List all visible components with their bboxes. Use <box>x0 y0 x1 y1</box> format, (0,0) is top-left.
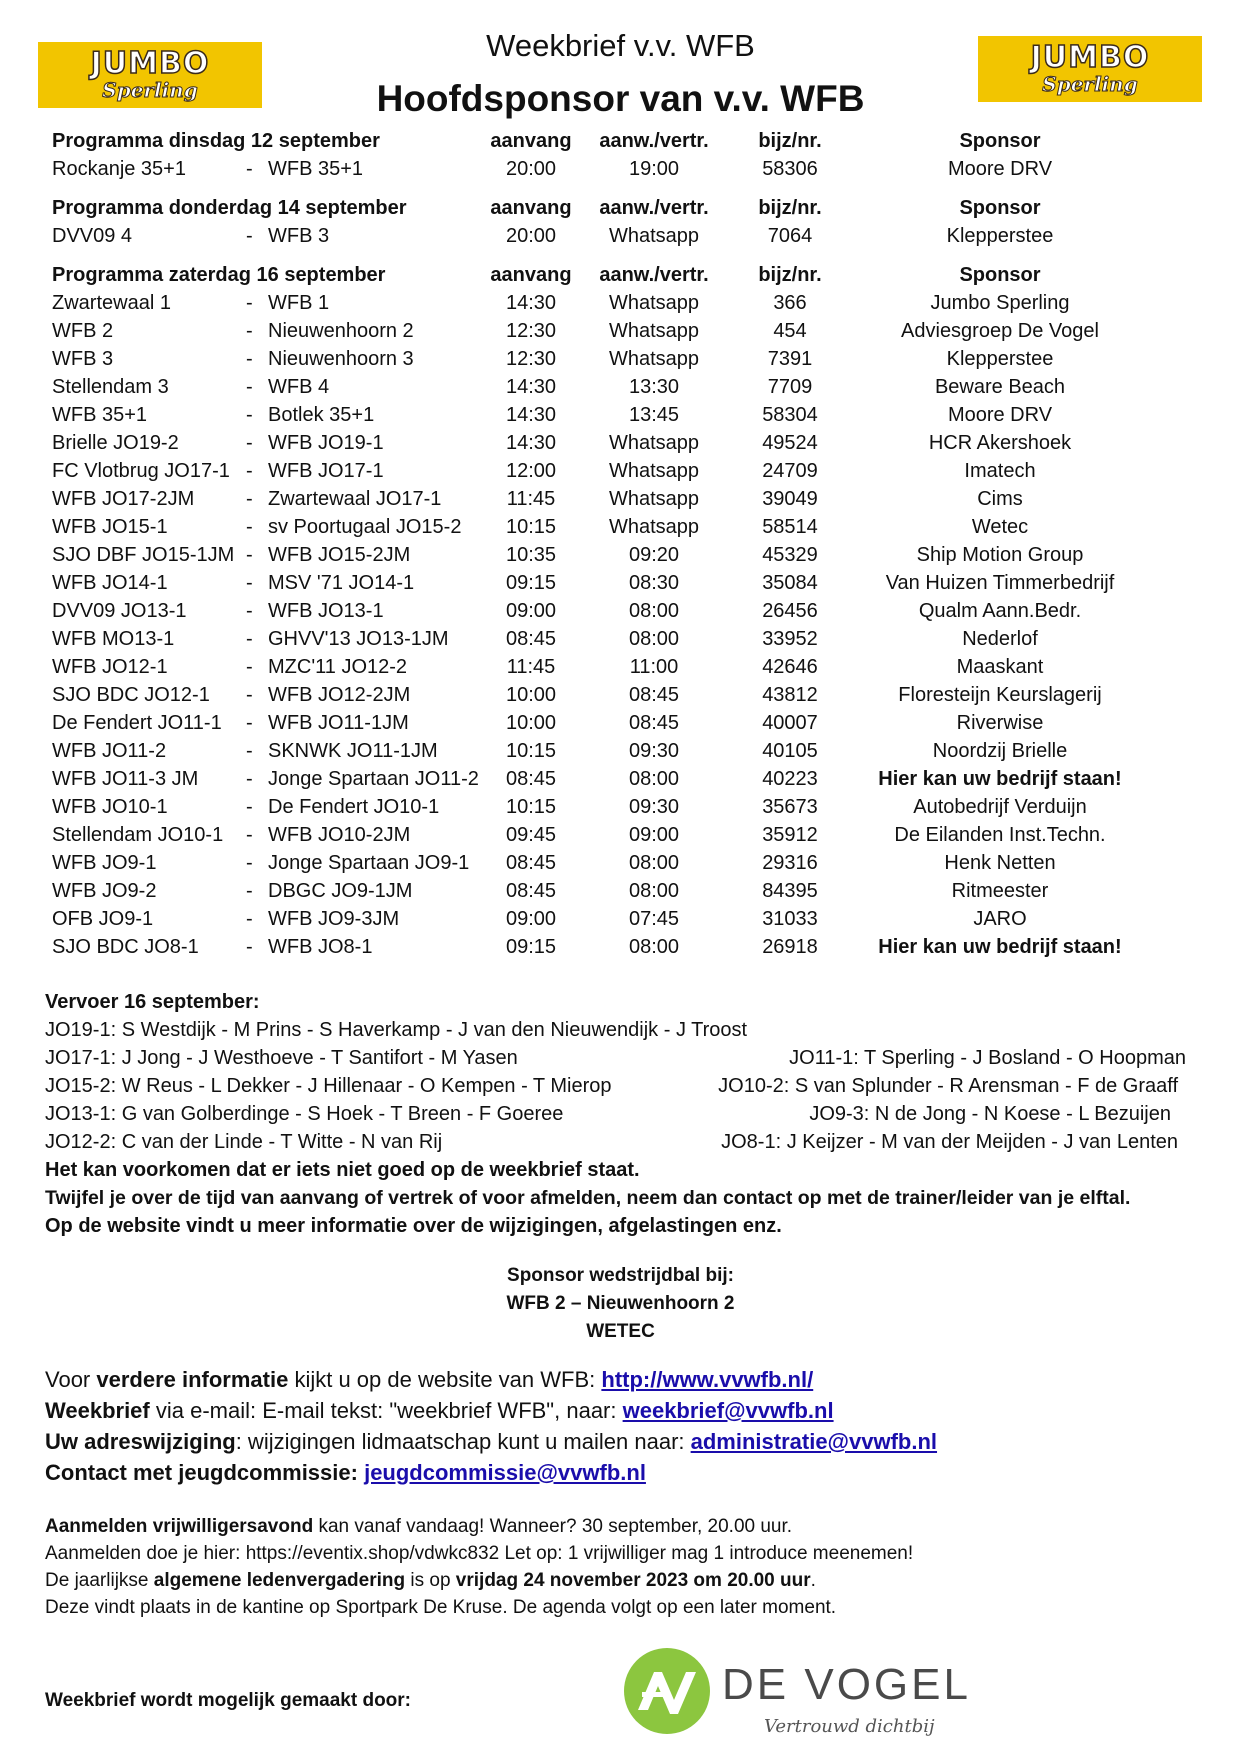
home-team: WFB 2 <box>52 320 114 342</box>
match-row <box>0 432 1241 460</box>
website-link[interactable]: http://www.vvwfb.nl/ <box>601 1367 814 1392</box>
home-team: WFB JO17-2JM <box>52 488 195 510</box>
home-team: De Fendert JO11-1 <box>52 712 222 734</box>
match-row <box>0 516 1241 544</box>
matchball-match: WFB 2 – Nieuwenhoorn 2 <box>506 1293 735 1314</box>
home-team: SJO BDC JO12-1 <box>52 684 210 706</box>
column-header-arrival: aanw./vertr. <box>599 264 709 286</box>
start-time: 09:15 <box>505 936 557 958</box>
away-team: GHVV'13 JO13-1JM <box>268 628 449 650</box>
logo-text-main: JUMBO <box>1030 40 1150 75</box>
start-time: 20:00 <box>505 158 557 180</box>
match-number: 7064 <box>767 225 813 247</box>
separator-dash: - <box>246 768 253 790</box>
separator-dash: - <box>246 488 253 510</box>
match-number: 35912 <box>762 824 818 846</box>
matchball-heading: Sponsor wedstrijdbal bij: <box>507 1265 734 1286</box>
match-row <box>0 544 1241 572</box>
match-number: 29316 <box>762 852 818 874</box>
home-team: Brielle JO19-2 <box>52 432 179 454</box>
match-row <box>0 225 1241 253</box>
separator-dash: - <box>246 712 253 734</box>
start-time: 09:15 <box>505 572 557 594</box>
transport-line: JO12-2: C van der Linde - T Witte - N van Rij <box>45 1131 443 1153</box>
away-team: De Fendert JO10-1 <box>268 796 440 818</box>
separator-dash: - <box>246 404 253 426</box>
separator-dash: - <box>246 348 253 370</box>
away-team: WFB JO10-2JM <box>268 824 411 846</box>
home-team: Stellendam 3 <box>52 376 169 398</box>
column-header-arrival: aanw./vertr. <box>599 130 709 152</box>
match-number: 366 <box>773 292 807 314</box>
sponsor-name: Cims <box>977 488 1023 510</box>
logo-text-sub: Sperling <box>1042 72 1138 96</box>
separator-dash: - <box>246 292 253 314</box>
away-team: WFB JO17-1 <box>268 460 384 482</box>
start-time: 09:00 <box>505 600 557 622</box>
home-team: WFB JO9-1 <box>52 852 157 874</box>
sponsor-name: Van Huizen Timmerbedrijf <box>885 572 1115 594</box>
separator-dash: - <box>246 796 253 818</box>
arrival-time: Whatsapp <box>608 225 700 247</box>
info-jeugd: Contact met jeugdcommissie: jeugdcommissie@vvwfb.nl <box>45 1460 646 1485</box>
arrival-time: 08:00 <box>628 768 680 790</box>
away-team: WFB JO12-2JM <box>268 684 411 706</box>
transport-line: JO19-1: S Westdijk - M Prins - S Haverkamp - J van den Nieuwendijk - J Troost <box>45 1019 748 1041</box>
av-icon <box>624 1648 710 1734</box>
sponsor-name: Imatech <box>964 460 1036 482</box>
sponsor-name: JARO <box>973 908 1027 930</box>
arrival-time: 13:45 <box>628 404 680 426</box>
match-row <box>0 348 1241 376</box>
separator-dash: - <box>246 740 253 762</box>
arrival-time: 09:30 <box>628 740 680 762</box>
arrival-time: 08:45 <box>628 712 680 734</box>
separator-dash: - <box>246 572 253 594</box>
start-time: 14:30 <box>505 404 557 426</box>
away-team: SKNWK JO11-1JM <box>268 740 438 762</box>
away-team: WFB JO13-1 <box>268 600 384 622</box>
sponsor-name: Riverwise <box>956 712 1044 734</box>
sponsor-name: Noordzij Brielle <box>932 740 1068 762</box>
separator-dash: - <box>246 880 253 902</box>
home-team: Stellendam JO10-1 <box>52 824 224 846</box>
separator-dash: - <box>246 158 253 180</box>
match-number: 35084 <box>762 572 818 594</box>
program-title: Programma donderdag 14 september <box>52 197 407 219</box>
away-team: WFB JO9-3JM <box>268 908 400 930</box>
home-team: SJO DBF JO15-1JM <box>52 544 235 566</box>
home-team: WFB JO10-1 <box>52 796 168 818</box>
sponsor-name: Ship Motion Group <box>916 544 1084 566</box>
match-number: 58306 <box>762 158 818 180</box>
warning-line: Twijfel je over de tijd van aanvang of vertrek of voor afmelden, neem dan contact op met de trainer/leider van je elftal. <box>45 1187 1131 1209</box>
start-time: 11:45 <box>506 656 556 678</box>
start-time: 08:45 <box>505 768 557 790</box>
arrival-time: Whatsapp <box>608 516 700 538</box>
match-row <box>0 158 1241 186</box>
arrival-time: 19:00 <box>628 158 680 180</box>
sponsor-name: Klepperstee <box>946 348 1054 370</box>
program-header <box>0 130 1241 158</box>
separator-dash: - <box>246 684 253 706</box>
start-time: 10:35 <box>505 544 557 566</box>
warning-line: Op de website vindt u meer informatie over de wijzigingen, afgelastingen enz. <box>45 1215 782 1237</box>
sponsor-name: Hier kan uw bedrijf staan! <box>878 768 1122 790</box>
start-time: 20:00 <box>505 225 557 247</box>
column-header-number: bijz/nr. <box>758 197 822 219</box>
match-row <box>0 376 1241 404</box>
match-number: 31033 <box>762 908 818 930</box>
match-row <box>0 768 1241 796</box>
start-time: 10:00 <box>505 712 557 734</box>
match-number: 26456 <box>762 600 818 622</box>
match-row <box>0 936 1241 964</box>
start-time: 14:30 <box>505 432 557 454</box>
column-header-sponsor: Sponsor <box>959 264 1041 286</box>
start-time: 14:30 <box>505 292 557 314</box>
match-number: 40223 <box>762 768 818 790</box>
column-header-number: bijz/nr. <box>758 264 822 286</box>
match-row <box>0 460 1241 488</box>
start-time: 08:45 <box>505 852 557 874</box>
match-row <box>0 572 1241 600</box>
match-number: 49524 <box>762 432 818 454</box>
match-row <box>0 908 1241 936</box>
match-number: 33952 <box>762 628 818 650</box>
note-line: De jaarlijkse algemene ledenvergadering is op vrijdag 24 november 2023 om 20.00 uur. <box>45 1570 816 1591</box>
separator-dash: - <box>246 225 253 247</box>
arrival-time: 09:30 <box>628 796 680 818</box>
start-time: 10:15 <box>505 796 557 818</box>
start-time: 08:45 <box>505 628 557 650</box>
matchball-sponsor: WETEC <box>586 1321 655 1342</box>
away-team: sv Poortugaal JO15-2 <box>268 516 462 538</box>
footer-label: Weekbrief wordt mogelijk gemaakt door: <box>45 1690 412 1711</box>
start-time: 10:15 <box>505 516 557 538</box>
home-team: WFB JO15-1 <box>52 516 168 538</box>
arrival-time: 08:00 <box>628 600 680 622</box>
match-row <box>0 684 1241 712</box>
sponsor-name: Autobedrijf Verduijn <box>913 796 1087 818</box>
column-header-start: aanvang <box>490 197 572 219</box>
match-row <box>0 852 1241 880</box>
arrival-time: 07:45 <box>628 908 680 930</box>
sponsor-name: Moore DRV <box>947 404 1053 426</box>
separator-dash: - <box>246 908 253 930</box>
away-team: Nieuwenhoorn 3 <box>268 348 414 370</box>
column-header-start: aanvang <box>490 130 572 152</box>
sponsor-name: Wetec <box>971 516 1029 538</box>
sponsor-name: Jumbo Sperling <box>930 292 1070 314</box>
transport-line: JO15-2: W Reus - L Dekker - J Hillenaar - O Kempen - T Mierop <box>45 1075 612 1097</box>
arrival-time: 08:00 <box>628 880 680 902</box>
home-team: WFB JO9-2 <box>52 880 157 902</box>
match-row <box>0 320 1241 348</box>
arrival-time: 09:00 <box>628 824 680 846</box>
note-line: Deze vindt plaats in de kantine op Sportpark De Kruse. De agenda volgt op een later moment. <box>45 1597 837 1618</box>
transport-line: JO8-1: J Keijzer - M van der Meijden - J van Lenten <box>721 1131 1178 1153</box>
match-number: 26918 <box>762 936 818 958</box>
transport-line: JO17-1: J Jong - J Westhoeve - T Santifort - M Yasen <box>45 1047 518 1069</box>
start-time: 11:45 <box>506 488 556 510</box>
de-vogel-logo-mark <box>624 1648 710 1734</box>
away-team: Jonge Spartaan JO11-2 <box>268 768 479 790</box>
arrival-time: Whatsapp <box>608 432 700 454</box>
separator-dash: - <box>246 824 253 846</box>
away-team: WFB 35+1 <box>268 158 364 180</box>
start-time: 09:45 <box>505 824 557 846</box>
match-row <box>0 880 1241 908</box>
separator-dash: - <box>246 376 253 398</box>
weekbrief-email-link[interactable]: weekbrief@vvwfb.nl <box>622 1398 834 1423</box>
jeugdcommissie-email-link[interactable]: jeugdcommissie@vvwfb.nl <box>364 1460 646 1485</box>
away-team: WFB 3 <box>268 225 330 247</box>
warning-line: Het kan voorkomen dat er iets niet goed op de weekbrief staat. <box>45 1159 640 1181</box>
home-team: WFB JO11-2 <box>52 740 167 762</box>
match-number: 45329 <box>762 544 818 566</box>
sponsor-name: Moore DRV <box>947 158 1053 180</box>
sponsor-name: Nederlof <box>962 628 1038 650</box>
sponsor-name: Maaskant <box>956 656 1044 678</box>
home-team: WFB MO13-1 <box>52 628 175 650</box>
match-number: 43812 <box>762 684 818 706</box>
match-number: 42646 <box>762 656 818 678</box>
away-team: WFB JO8-1 <box>268 936 373 958</box>
start-time: 14:30 <box>505 376 557 398</box>
separator-dash: - <box>246 516 253 538</box>
sponsor-name: Hier kan uw bedrijf staan! <box>878 936 1122 958</box>
separator-dash: - <box>246 320 253 342</box>
match-number: 7391 <box>767 348 813 370</box>
start-time: 10:15 <box>505 740 557 762</box>
separator-dash: - <box>246 852 253 874</box>
column-header-sponsor: Sponsor <box>959 130 1041 152</box>
transport-line: JO13-1: G van Golberdinge - S Hoek - T Breen - F Goeree <box>45 1103 564 1125</box>
transport-line: JO9-3: N de Jong - N Koese - L Bezuijen <box>809 1103 1171 1125</box>
logo-text-main: JUMBO <box>90 46 210 81</box>
arrival-time: Whatsapp <box>608 460 700 482</box>
separator-dash: - <box>246 628 253 650</box>
away-team: WFB JO11-1JM <box>268 712 409 734</box>
info-website: Voor verdere informatie kijkt u op de website van WFB: http://www.vvwfb.nl/ <box>45 1367 814 1392</box>
administratie-email-link[interactable]: administratie@vvwfb.nl <box>690 1429 938 1454</box>
away-team: DBGC JO9-1JM <box>268 880 413 902</box>
home-team: SJO BDC JO8-1 <box>52 936 199 958</box>
home-team: WFB JO11-3 JM <box>52 768 199 790</box>
away-team: WFB JO15-2JM <box>268 544 411 566</box>
home-team: FC Vlotbrug JO17-1 <box>52 460 230 482</box>
note-line: Aanmelden vrijwilligersavond kan vanaf vandaag! Wanneer? 30 september, 20.00 uur. <box>45 1516 793 1537</box>
column-header-sponsor: Sponsor <box>959 197 1041 219</box>
arrival-time: 08:30 <box>628 572 680 594</box>
start-time: 08:45 <box>505 880 557 902</box>
arrival-time: Whatsapp <box>608 488 700 510</box>
start-time: 12:00 <box>505 460 557 482</box>
away-team: WFB JO19-1 <box>268 432 384 454</box>
away-team: Botlek 35+1 <box>268 404 375 426</box>
transport-line: JO10-2: S van Splunder - R Arensman - F de Graaff <box>718 1075 1178 1097</box>
logo-text-sub: Sperling <box>102 78 198 102</box>
away-team: WFB 4 <box>268 376 330 398</box>
home-team: DVV09 JO13-1 <box>52 600 187 622</box>
transport-heading: Vervoer 16 september: <box>45 991 260 1013</box>
program-header <box>0 197 1241 225</box>
home-team: WFB 35+1 <box>52 404 148 426</box>
start-time: 12:30 <box>505 348 557 370</box>
page-subtitle: Hoofdsponsor van v.v. WFB <box>376 78 865 119</box>
start-time: 09:00 <box>505 908 557 930</box>
arrival-time: 08:00 <box>628 936 680 958</box>
sponsor-name: Henk Netten <box>944 852 1056 874</box>
match-number: 40007 <box>762 712 818 734</box>
match-number: 7709 <box>767 376 813 398</box>
info-weekbrief: Weekbrief via e-mail: E-mail tekst: "weekbrief WFB", naar: weekbrief@vvwfb.nl <box>45 1398 834 1423</box>
home-team: DVV09 4 <box>52 225 133 247</box>
arrival-time: Whatsapp <box>608 348 700 370</box>
arrival-time: 09:20 <box>628 544 680 566</box>
home-team: Rockanje 35+1 <box>52 158 186 180</box>
separator-dash: - <box>246 460 253 482</box>
home-team: WFB JO12-1 <box>52 656 168 678</box>
info-address: Uw adreswijziging: wijzigingen lidmaatschap kunt u mailen naar: administratie@vvwfb.nl <box>45 1429 938 1454</box>
match-row <box>0 796 1241 824</box>
match-row <box>0 292 1241 320</box>
sponsor-name: HCR Akershoek <box>928 432 1072 454</box>
sponsor-name: Klepperstee <box>946 225 1054 247</box>
program-title: Programma zaterdag 16 september <box>52 264 386 286</box>
start-time: 12:30 <box>505 320 557 342</box>
sponsor-name: Qualm Aann.Bedr. <box>918 600 1082 622</box>
match-number: 58304 <box>762 404 818 426</box>
match-row <box>0 628 1241 656</box>
away-team: Jonge Spartaan JO9-1 <box>268 852 470 874</box>
match-row <box>0 712 1241 740</box>
program-header <box>0 264 1241 292</box>
start-time: 10:00 <box>505 684 557 706</box>
separator-dash: - <box>246 936 253 958</box>
de-vogel-tagline: Vertrouwd dichtbij <box>764 1716 935 1737</box>
arrival-time: 11:00 <box>629 656 679 678</box>
away-team: MSV '71 JO14-1 <box>268 572 415 594</box>
sponsor-name: Adviesgroep De Vogel <box>901 320 1099 342</box>
sponsor-name: De Eilanden Inst.Techn. <box>894 824 1106 846</box>
match-number: 39049 <box>762 488 818 510</box>
column-header-number: bijz/nr. <box>758 130 822 152</box>
note-line: Aanmelden doe je hier: https://eventix.shop/vdwkc832 Let op: 1 vrijwilliger mag 1 introduce meenemen! <box>45 1543 914 1564</box>
arrival-time: Whatsapp <box>608 320 700 342</box>
match-row <box>0 656 1241 684</box>
match-row <box>0 824 1241 852</box>
match-number: 40105 <box>762 740 818 762</box>
home-team: WFB JO14-1 <box>52 572 168 594</box>
arrival-time: Whatsapp <box>608 292 700 314</box>
away-team: WFB 1 <box>268 292 330 314</box>
away-team: MZC'11 JO12-2 <box>268 656 408 678</box>
separator-dash: - <box>246 432 253 454</box>
column-header-start: aanvang <box>490 264 572 286</box>
arrival-time: 08:00 <box>628 852 680 874</box>
match-row <box>0 740 1241 768</box>
de-vogel-logo-name: DE VOGEL <box>722 1660 971 1709</box>
away-team: Nieuwenhoorn 2 <box>268 320 414 342</box>
match-row <box>0 488 1241 516</box>
separator-dash: - <box>246 600 253 622</box>
home-team: WFB 3 <box>52 348 114 370</box>
arrival-time: 08:00 <box>628 628 680 650</box>
match-number: 84395 <box>762 880 818 902</box>
match-number: 35673 <box>762 796 818 818</box>
home-team: Zwartewaal 1 <box>52 292 171 314</box>
separator-dash: - <box>246 656 253 678</box>
match-number: 454 <box>773 320 807 342</box>
separator-dash: - <box>246 544 253 566</box>
arrival-time: 13:30 <box>628 376 680 398</box>
transport-line: JO11-1: T Sperling - J Bosland - O Hoopman <box>789 1047 1186 1069</box>
match-row <box>0 600 1241 628</box>
program-title: Programma dinsdag 12 september <box>52 130 380 152</box>
match-number: 58514 <box>762 516 818 538</box>
sponsor-name: Beware Beach <box>934 376 1066 398</box>
home-team: OFB JO9-1 <box>52 908 154 930</box>
match-row <box>0 404 1241 432</box>
match-number: 24709 <box>762 460 818 482</box>
sponsor-name: Ritmeester <box>951 880 1049 902</box>
away-team: Zwartewaal JO17-1 <box>268 488 442 510</box>
page-title: Weekbrief v.v. WFB <box>486 28 755 63</box>
arrival-time: 08:45 <box>628 684 680 706</box>
column-header-arrival: aanw./vertr. <box>599 197 709 219</box>
sponsor-name: Floresteijn Keurslagerij <box>898 684 1102 706</box>
